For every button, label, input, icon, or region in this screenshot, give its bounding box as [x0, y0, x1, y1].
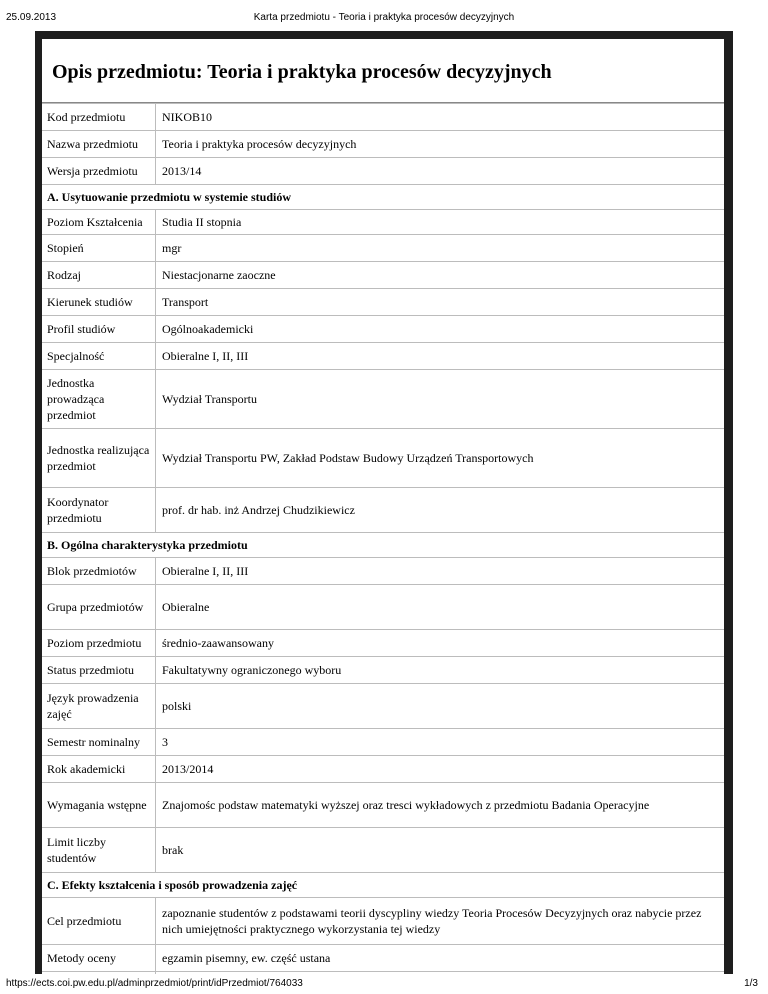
field-value: Obieralne I, II, III [156, 558, 725, 585]
field-label: Semestr nominalny [42, 729, 156, 756]
section-header-row [42, 873, 724, 898]
table-row [42, 945, 724, 972]
field-label: Stopień [42, 235, 156, 262]
table-row [42, 828, 724, 873]
course-info-table [42, 103, 724, 976]
field-label: Blok przedmiotów [42, 558, 156, 585]
table-row [42, 585, 724, 630]
section-title: C. Efekty kształcenia i sposób prowadzenia zajęć [42, 873, 724, 898]
field-label: Jednostka realizująca przedmiot [42, 429, 156, 488]
table-row [42, 898, 724, 945]
field-value: Znajomośc podstaw matematyki wyższej oraz tresci wykładowych z przedmiotu Badania Operacyjne [156, 783, 725, 828]
field-label: Specjalność [42, 343, 156, 370]
page-title: Opis przedmiotu: Teoria i praktyka procesów decyzyjnych [42, 39, 724, 103]
field-value: brak [156, 828, 725, 873]
field-value: Teoria i praktyka procesów decyzyjnych [156, 131, 725, 158]
field-value: Wydział Transportu PW, Zakład Podstaw Budowy Urządzeń Transportowych [156, 429, 725, 488]
field-value: polski [156, 684, 725, 729]
table-row [42, 429, 724, 488]
page-number: 1/3 [744, 978, 758, 989]
table-row [42, 729, 724, 756]
field-value: zapoznanie studentów z podstawami teorii dyscypliny wiedzy Teoria Procesów Decyzyjnych oraz nabycie przez nich umiejętności praktycznego wykorzystania tej wiedzy [156, 898, 725, 945]
table-row [42, 262, 724, 289]
table-row [42, 783, 724, 828]
table-row [42, 210, 724, 235]
field-label: Jednostka prowadząca przedmiot [42, 370, 156, 429]
field-value: Fakultatywny ograniczonego wyboru [156, 657, 725, 684]
field-value: NIKOB10 [156, 104, 725, 131]
print-url: https://ects.coi.pw.edu.pl/adminprzedmiot/print/idPrzedmiot/764033 [6, 978, 303, 989]
print-footer [0, 974, 768, 994]
field-label: Wersja przedmiotu [42, 158, 156, 185]
field-label: Profil studiów [42, 316, 156, 343]
document-content [42, 39, 724, 976]
field-label: Cel przedmiotu [42, 898, 156, 945]
field-label: Nazwa przedmiotu [42, 131, 156, 158]
field-value: Obieralne I, II, III [156, 343, 725, 370]
field-value: Niestacjonarne zaoczne [156, 262, 725, 289]
field-label: Koordynator przedmiotu [42, 488, 156, 533]
field-label: Limit liczby studentów [42, 828, 156, 873]
field-label: Grupa przedmiotów [42, 585, 156, 630]
field-value: 2013/14 [156, 158, 725, 185]
field-label: Poziom przedmiotu [42, 630, 156, 657]
table-row [42, 630, 724, 657]
table-row [42, 316, 724, 343]
table-row [42, 756, 724, 783]
field-label: Kierunek studiów [42, 289, 156, 316]
field-value: 2013/2014 [156, 756, 725, 783]
table-row [42, 104, 724, 131]
table-row [42, 488, 724, 533]
section-title: B. Ogólna charakterystyka przedmiotu [42, 533, 724, 558]
table-row [42, 657, 724, 684]
field-label: Poziom Kształcenia [42, 210, 156, 235]
table-row [42, 158, 724, 185]
field-label: Metody oceny [42, 945, 156, 972]
field-value: Ogólnoakademicki [156, 316, 725, 343]
field-label: Rodzaj [42, 262, 156, 289]
table-row [42, 131, 724, 158]
table-row [42, 343, 724, 370]
field-value: mgr [156, 235, 725, 262]
field-value: Obieralne [156, 585, 725, 630]
section-title: A. Usytuowanie przedmiotu w systemie studiów [42, 185, 724, 210]
table-row [42, 289, 724, 316]
print-date: 25.09.2013 [6, 12, 57, 23]
field-label: Rok akademicki [42, 756, 156, 783]
field-value: Wydział Transportu [156, 370, 725, 429]
print-header [0, 0, 768, 30]
field-value: średnio-zaawansowany [156, 630, 725, 657]
table-row [42, 370, 724, 429]
field-label: Język prowadzenia zajęć [42, 684, 156, 729]
document-frame [35, 31, 733, 976]
section-header-row [42, 533, 724, 558]
field-value: 3 [156, 729, 725, 756]
field-label: Status przedmiotu [42, 657, 156, 684]
table-row [42, 558, 724, 585]
field-value: egzamin pisemny, ew. część ustana [156, 945, 725, 972]
field-label: Wymagania wstępne [42, 783, 156, 828]
table-row [42, 235, 724, 262]
field-value: Transport [156, 289, 725, 316]
table-row [42, 684, 724, 729]
field-value: Studia II stopnia [156, 210, 725, 235]
section-header-row [42, 185, 724, 210]
field-value: prof. dr hab. inż Andrzej Chudzikiewicz [156, 488, 725, 533]
print-title: Karta przedmiotu - Teoria i praktyka procesów decyzyjnych [253, 12, 515, 23]
field-label: Kod przedmiotu [42, 104, 156, 131]
